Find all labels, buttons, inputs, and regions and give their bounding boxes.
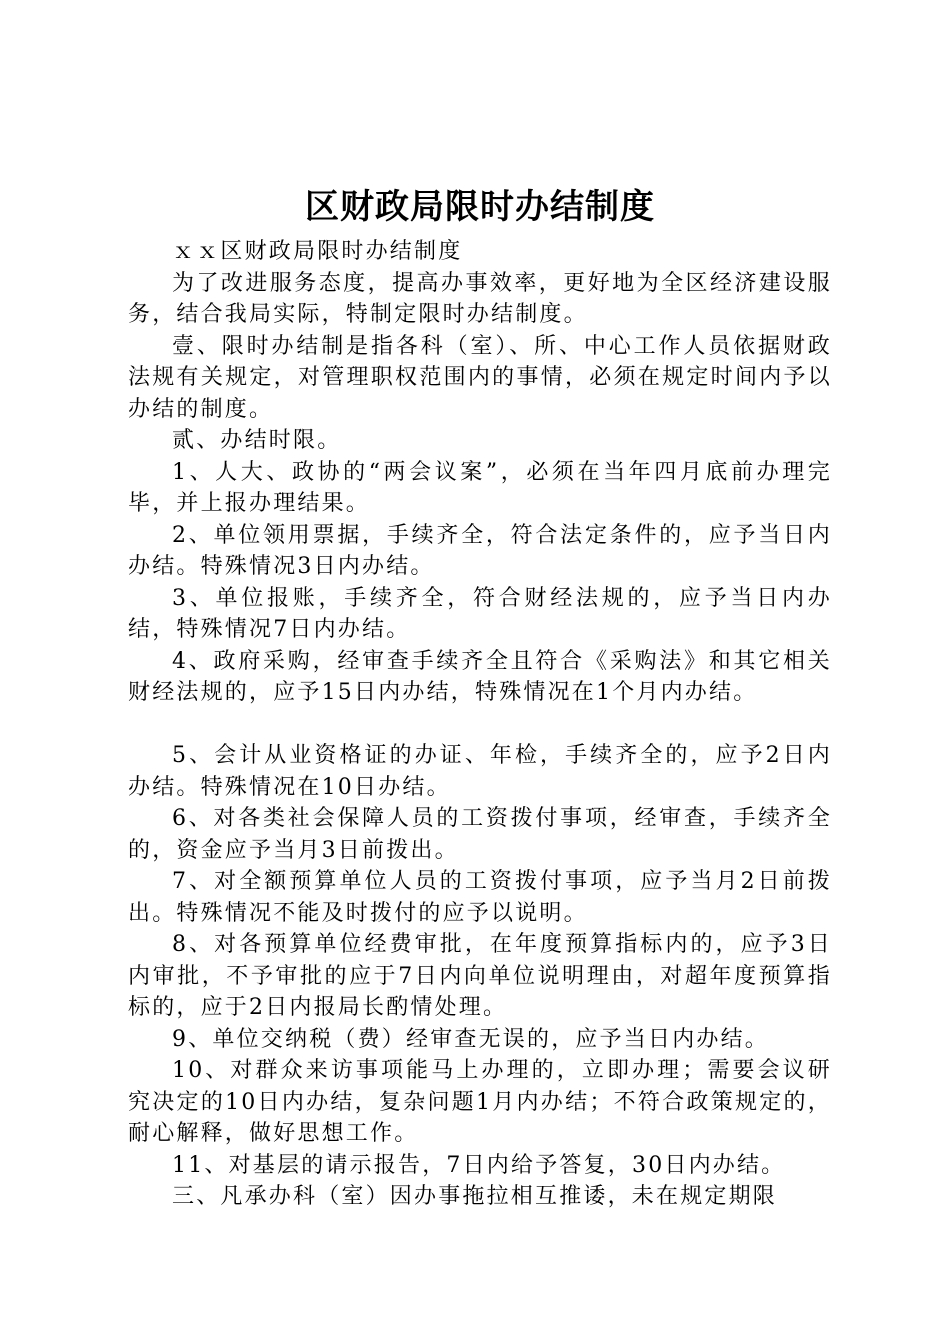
paragraph-item-8: 8、对各预算单位经费审批，在年度预算指标内的，应予3日内审批，不予审批的应于7日内向单位说明理由，对超年度预算指标的，应于2日内报局长酌情处理。 [128, 932, 832, 1020]
paragraph-item-6: 6、对各类社会保障人员的工资拨付事项，经审查，手续齐全的，资金应予当月3日前拨出。 [128, 806, 832, 863]
paragraph-item-2: 2、单位领用票据，手续齐全，符合法定条件的，应予当日内办结。特殊情况3日内办结。 [128, 522, 832, 579]
paragraph-section-3: 三、凡承办科（室）因办事拖拉相互推诿，未在规定期限 [172, 1184, 778, 1209]
paragraph-section-1: 壹、限时办结制是指各科（室）、所、中心工作人员依据财政法规有关规定，对管理职权范围内的事情，必须在规定时间内予以办结的制度。 [128, 333, 832, 422]
paragraph-section-2-heading: 贰、办结时限。 [172, 428, 342, 453]
document-title: 区财政局限时办结制度 [305, 187, 655, 227]
paragraph-intro: 为了改进服务态度，提高办事效率，更好地为全区经济建设服务，结合我局实际，特制定限时办结制度。 [128, 270, 832, 327]
paragraph-item-11: 11、对基层的请示报告，7日内给予答复，30日内办结。 [172, 1152, 786, 1178]
paragraph-item-4: 4、政府采购，经审查手续齐全且符合《采购法》和其它相关财经法规的，应予15日内办结，特殊情况在1个月内办结。 [128, 648, 832, 705]
document-body [128, 236, 832, 1213]
paragraph-item-1: 1、人大、政协的“两会议案”，必须在当年四月底前办理完毕，并上报办理结果。 [128, 459, 832, 516]
paragraph-item-5: 5、会计从业资格证的办证、年检，手续齐全的，应予2日内办结。特殊情况在10日办结。 [128, 743, 832, 800]
document-page [128, 182, 832, 1213]
paragraph-item-9: 9、单位交纳税（费）经审查无误的，应予当日内办结。 [172, 1026, 769, 1052]
paragraph-item-3: 3、单位报账，手续齐全，符合财经法规的，应予当日内办结，特殊情况7日内办结。 [128, 585, 832, 642]
paragraph-item-10: 10、对群众来访事项能马上办理的，立即办理；需要会议研究决定的10日内办结，复杂问题1月内办结；不符合政策规定的，耐心解释，做好思想工作。 [128, 1058, 832, 1146]
paragraph-item-7: 7、对全额预算单位人员的工资拨付事项，应予当月2日前拨出。特殊情况不能及时拨付的应予以说明。 [128, 869, 832, 926]
paragraph-subtitle: ｘｘ区财政局限时办结制度 [172, 239, 463, 264]
